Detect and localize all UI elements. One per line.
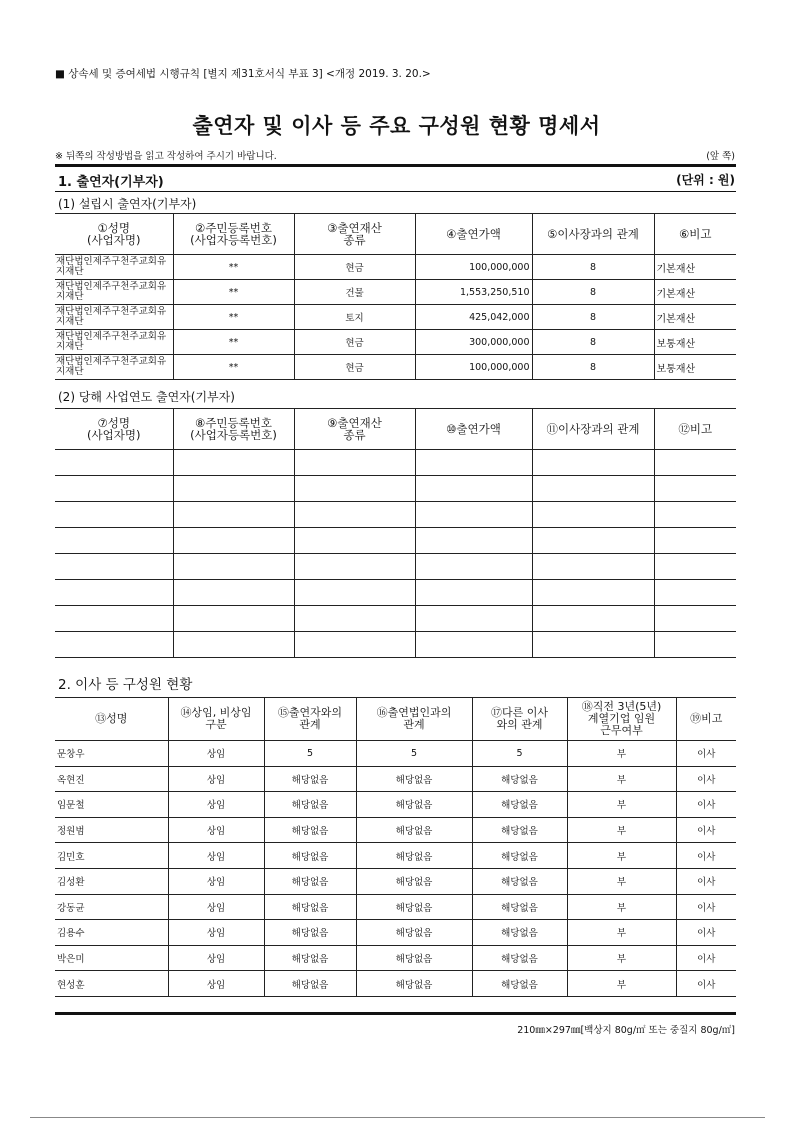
column-header: ⑫비고 <box>654 409 736 450</box>
table-cell: 기본재산 <box>654 255 736 280</box>
table-cell: 해당없음 <box>472 792 567 818</box>
table-cell: 상임 <box>168 920 264 946</box>
table-cell: 이사 <box>676 894 736 920</box>
table-cell <box>532 528 654 554</box>
table-cell: 이사 <box>676 868 736 894</box>
table-cell: 해당없음 <box>356 843 472 869</box>
table-cell: 상임 <box>168 868 264 894</box>
table-cell <box>55 606 173 632</box>
table-cell: 해당없음 <box>472 920 567 946</box>
directors-table <box>55 697 736 997</box>
table-cell: 300,000,000 <box>415 330 532 355</box>
table-cell: 이사 <box>676 766 736 792</box>
table-cell: 5 <box>472 741 567 767</box>
column-header: ⑰다른 이사 와의 관계 <box>472 698 567 741</box>
table-row <box>55 894 736 920</box>
table-cell <box>532 450 654 476</box>
table-cell <box>654 502 736 528</box>
table-cell <box>654 632 736 658</box>
table-cell: ** <box>173 255 294 280</box>
table-cell: 부 <box>567 766 676 792</box>
table-cell <box>532 632 654 658</box>
column-header: ④출연가액 <box>415 214 532 255</box>
column-header: ③출연재산 종류 <box>294 214 415 255</box>
table-cell: 해당없음 <box>264 766 356 792</box>
table-cell: 해당없음 <box>356 971 472 997</box>
table-row <box>55 741 736 767</box>
table-cell <box>55 502 173 528</box>
column-header: ⑩출연가액 <box>415 409 532 450</box>
table-cell <box>294 606 415 632</box>
table-cell: 현금 <box>294 255 415 280</box>
section2-title: 2. 이사 등 구성원 현황 <box>58 677 193 693</box>
table-cell: 해당없음 <box>472 945 567 971</box>
table-cell: 김민호 <box>55 843 168 869</box>
table-row <box>55 355 736 380</box>
table-cell <box>173 528 294 554</box>
table-cell <box>654 606 736 632</box>
table-cell: 문창우 <box>55 741 168 767</box>
table-cell: 김용수 <box>55 920 168 946</box>
table-cell: 부 <box>567 817 676 843</box>
current-donors-table <box>55 408 736 658</box>
table-cell: 부 <box>567 945 676 971</box>
table-cell: 임문철 <box>55 792 168 818</box>
table-cell <box>654 580 736 606</box>
table-cell <box>55 554 173 580</box>
table-cell <box>654 528 736 554</box>
table-cell <box>294 450 415 476</box>
table-cell: 이사 <box>676 945 736 971</box>
table-row <box>55 280 736 305</box>
table-row <box>55 580 736 606</box>
column-header: ⑬성명 <box>55 698 168 741</box>
table-cell <box>654 476 736 502</box>
table-cell: 재단법인제주구천주교회유지재단 <box>55 280 173 305</box>
table-cell: 부 <box>567 792 676 818</box>
initial-donors-table <box>55 213 736 380</box>
table-cell <box>415 632 532 658</box>
table-cell: 현금 <box>294 355 415 380</box>
table-cell: 재단법인제주구천주교회유지재단 <box>55 305 173 330</box>
table-cell: 상임 <box>168 971 264 997</box>
table-cell: 건물 <box>294 280 415 305</box>
table-cell: 해당없음 <box>356 766 472 792</box>
table-row <box>55 255 736 280</box>
column-header: ⑮출연자와의 관계 <box>264 698 356 741</box>
table-cell: 상임 <box>168 945 264 971</box>
table-cell: 부 <box>567 920 676 946</box>
table-cell <box>173 554 294 580</box>
table-cell <box>294 502 415 528</box>
table-cell: 부 <box>567 868 676 894</box>
table-cell <box>173 502 294 528</box>
table-cell: 김성환 <box>55 868 168 894</box>
table-cell: 해당없음 <box>472 766 567 792</box>
table-cell <box>532 606 654 632</box>
table-cell: 상임 <box>168 792 264 818</box>
table-cell <box>415 528 532 554</box>
table-cell: 옥현진 <box>55 766 168 792</box>
column-header: ②주민등록번호 (사업자등록번호) <box>173 214 294 255</box>
table-cell: 재단법인제주구천주교회유지재단 <box>55 330 173 355</box>
table-cell <box>415 502 532 528</box>
table-cell: 5 <box>264 741 356 767</box>
table-cell: 현금 <box>294 330 415 355</box>
table-cell: 상임 <box>168 766 264 792</box>
table-cell: 해당없음 <box>472 817 567 843</box>
table-cell <box>532 502 654 528</box>
table-cell: 이사 <box>676 843 736 869</box>
column-header: ⑦성명 (사업자명) <box>55 409 173 450</box>
table-cell: 토지 <box>294 305 415 330</box>
table-cell: 기본재산 <box>654 280 736 305</box>
table-cell: 부 <box>567 971 676 997</box>
section1-title: 1. 출연자(기부자) <box>58 175 164 190</box>
table-cell: 부 <box>567 741 676 767</box>
column-header: ⑨출연재산 종류 <box>294 409 415 450</box>
table-cell: 상임 <box>168 817 264 843</box>
table-cell: 박은미 <box>55 945 168 971</box>
table-cell: 8 <box>532 305 654 330</box>
table-cell: 해당없음 <box>472 868 567 894</box>
unit-label: (단위 : 원) <box>676 173 735 187</box>
table-cell: 해당없음 <box>472 843 567 869</box>
section1-divider <box>55 191 736 192</box>
table-cell: 해당없음 <box>264 817 356 843</box>
paper-spec: 210㎜×297㎜[백상지 80g/㎡ 또는 중질지 80g/㎡] <box>517 1025 735 1036</box>
table-cell: 해당없음 <box>264 971 356 997</box>
table-cell: 425,042,000 <box>415 305 532 330</box>
table-row <box>55 606 736 632</box>
table-cell: 해당없음 <box>472 894 567 920</box>
table-cell: 100,000,000 <box>415 255 532 280</box>
table-cell <box>532 580 654 606</box>
table-row <box>55 305 736 330</box>
table-cell: 강동균 <box>55 894 168 920</box>
table-cell: 해당없음 <box>356 792 472 818</box>
table-cell: 재단법인제주구천주교회유지재단 <box>55 255 173 280</box>
table-cell <box>294 632 415 658</box>
table-cell: 해당없음 <box>264 894 356 920</box>
table-row <box>55 920 736 946</box>
table-cell: 보통재산 <box>654 330 736 355</box>
table-cell <box>415 606 532 632</box>
table-row <box>55 450 736 476</box>
table-cell <box>173 632 294 658</box>
column-header: ⑧주민등록번호 (사업자등록번호) <box>173 409 294 450</box>
table-cell: 기본재산 <box>654 305 736 330</box>
table-cell <box>415 580 532 606</box>
table-cell: 해당없음 <box>356 817 472 843</box>
table-cell: 이사 <box>676 971 736 997</box>
table-cell: 8 <box>532 280 654 305</box>
table-cell: 이사 <box>676 741 736 767</box>
table-cell <box>173 450 294 476</box>
column-header: ⑱직전 3년(5년) 계열기업 임원 근무여부 <box>567 698 676 741</box>
table-cell: 정원범 <box>55 817 168 843</box>
table-cell: 1,553,250,510 <box>415 280 532 305</box>
table-cell <box>532 476 654 502</box>
column-header: ⑥비고 <box>654 214 736 255</box>
top-divider <box>55 164 736 167</box>
table-cell: 재단법인제주구천주교회유지재단 <box>55 355 173 380</box>
table-row <box>55 528 736 554</box>
table-cell: 상임 <box>168 894 264 920</box>
table-cell: 해당없음 <box>264 868 356 894</box>
bottom-divider <box>55 1012 736 1015</box>
table-cell: 해당없음 <box>264 920 356 946</box>
table-cell <box>55 476 173 502</box>
table-row <box>55 843 736 869</box>
table-cell: 8 <box>532 255 654 280</box>
table-cell: ** <box>173 280 294 305</box>
table-cell: 해당없음 <box>264 792 356 818</box>
column-header: ⑪이사장과의 관계 <box>532 409 654 450</box>
table-cell <box>55 632 173 658</box>
table-cell: 해당없음 <box>264 945 356 971</box>
sub1-title: (1) 설립시 출연자(기부자) <box>58 197 197 211</box>
table-cell: 8 <box>532 355 654 380</box>
table-row <box>55 632 736 658</box>
table-cell <box>173 476 294 502</box>
table-row <box>55 868 736 894</box>
table-cell: 해당없음 <box>356 920 472 946</box>
table-cell: 해당없음 <box>356 894 472 920</box>
table-cell <box>55 580 173 606</box>
table-row <box>55 554 736 580</box>
table-cell <box>55 528 173 554</box>
table-cell <box>294 554 415 580</box>
instruction-note: ※ 뒤쪽의 작성방법을 읽고 작성하여 주시기 바랍니다. <box>55 151 277 162</box>
table-cell: ** <box>173 330 294 355</box>
table-cell: 8 <box>532 330 654 355</box>
table-row <box>55 476 736 502</box>
column-header: ⑭상임, 비상임 구분 <box>168 698 264 741</box>
page-side-label: (앞 쪽) <box>706 151 735 162</box>
table-row <box>55 945 736 971</box>
column-header: ①성명 (사업자명) <box>55 214 173 255</box>
table-cell: ** <box>173 355 294 380</box>
table-cell: 해당없음 <box>472 971 567 997</box>
table-cell: 현성훈 <box>55 971 168 997</box>
table-row <box>55 330 736 355</box>
table-row <box>55 766 736 792</box>
page-title: 출연자 및 이사 등 주요 구성원 현황 명세서 <box>192 114 601 138</box>
table-cell: 부 <box>567 894 676 920</box>
table-cell: 상임 <box>168 843 264 869</box>
table-row <box>55 792 736 818</box>
table-cell <box>294 528 415 554</box>
column-header: ⑯출연법인과의 관계 <box>356 698 472 741</box>
table-cell: 상임 <box>168 741 264 767</box>
table-cell: 5 <box>356 741 472 767</box>
table-cell: 해당없음 <box>356 945 472 971</box>
page-edge-line <box>30 1117 765 1118</box>
table-cell <box>55 450 173 476</box>
table-cell: 이사 <box>676 817 736 843</box>
table-cell: 이사 <box>676 792 736 818</box>
column-header: ⑲비고 <box>676 698 736 741</box>
table-cell <box>173 606 294 632</box>
table-row <box>55 502 736 528</box>
table-cell: 100,000,000 <box>415 355 532 380</box>
table-cell <box>173 580 294 606</box>
table-cell <box>654 450 736 476</box>
table-cell <box>415 554 532 580</box>
table-cell: ** <box>173 305 294 330</box>
table-cell <box>532 554 654 580</box>
table-cell <box>415 476 532 502</box>
table-cell <box>294 580 415 606</box>
form-reference: ■ 상속세 및 증여세법 시행규칙 [별지 제31호서식 부표 3] <개정 2019. 3. 20.> <box>55 68 431 80</box>
table-row <box>55 971 736 997</box>
column-header: ⑤이사장과의 관계 <box>532 214 654 255</box>
table-cell: 부 <box>567 843 676 869</box>
table-cell: 이사 <box>676 920 736 946</box>
table-cell: 해당없음 <box>356 868 472 894</box>
table-cell <box>415 450 532 476</box>
table-row <box>55 817 736 843</box>
table-cell: 해당없음 <box>264 843 356 869</box>
table-cell <box>294 476 415 502</box>
sub2-title: (2) 당해 사업연도 출연자(기부자) <box>58 390 235 404</box>
table-cell: 보통재산 <box>654 355 736 380</box>
table-cell <box>654 554 736 580</box>
